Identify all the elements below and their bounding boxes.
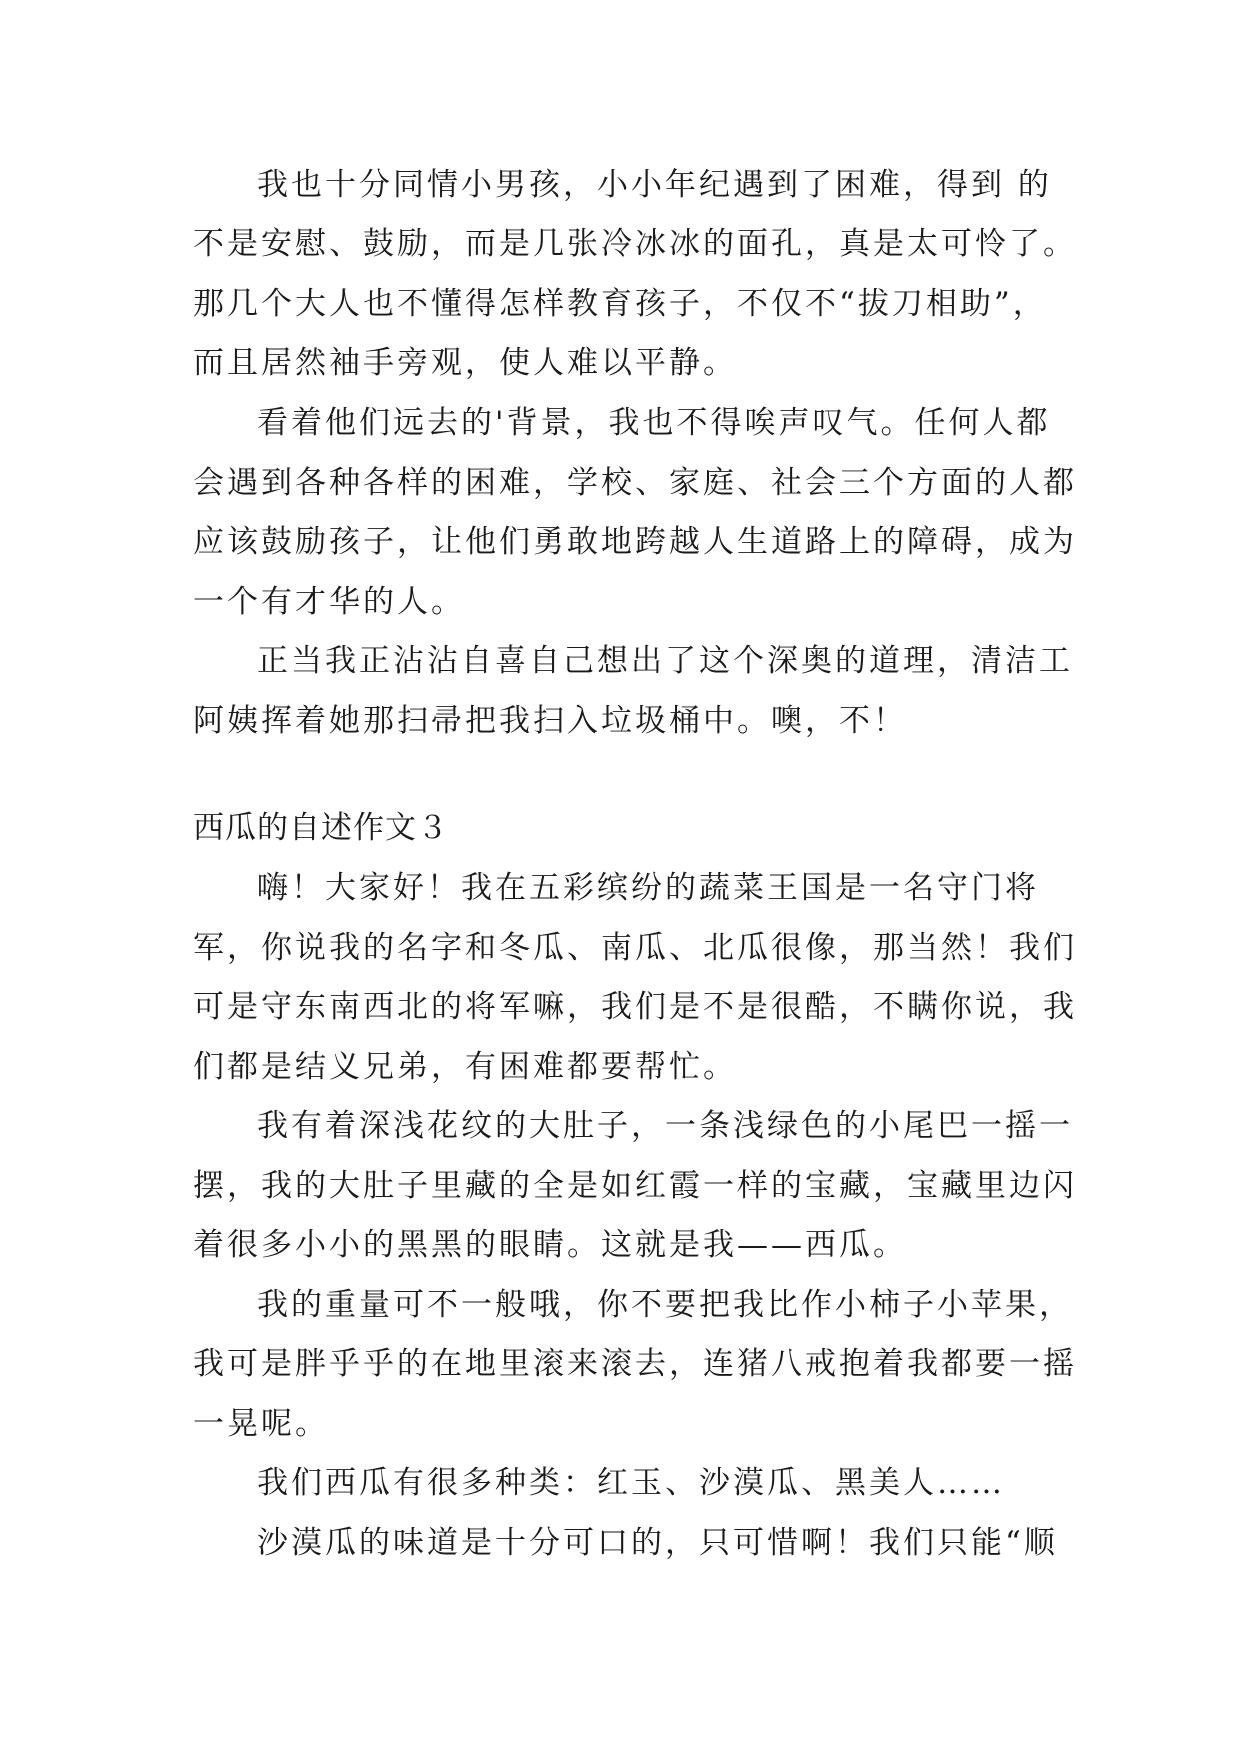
paragraph-line: 摆，我的大肚子里藏的全是如红霞一样的宝藏，宝藏里边闪 xyxy=(193,1168,1077,1204)
paragraph-line: 军，你说我的名字和冬瓜、南瓜、北瓜很像，那当然！我们 xyxy=(193,930,1077,966)
paragraph-line: 正当我正沾沾自喜自己想出了这个深奥的道理，清洁工 xyxy=(257,643,1073,679)
paragraph-line: 我的重量可不一般哦，你不要把我比作小柿子小苹果， xyxy=(257,1287,1073,1323)
paragraph-line: 那几个大人也不懂得怎样教育孩子，不仅不“拔刀相助”， xyxy=(193,286,1047,322)
paragraph-line: 一晃呢。 xyxy=(193,1406,329,1442)
paragraph-line: 我可是胖乎乎的在地里滚来滚去，连猪八戒抱着我都要一摇 xyxy=(193,1346,1077,1382)
paragraph-line: 会遇到各种各样的困难，学校、家庭、社会三个方面的人都 xyxy=(193,465,1077,501)
paragraph-line: 我们西瓜有很多种类：红玉、沙漠瓜、黑美人…… xyxy=(257,1465,1005,1501)
paragraph-line: 一个有才华的人。 xyxy=(193,584,465,620)
paragraph-line: 嗨！大家好！我在五彩缤纷的蔬菜王国是一名守门将 xyxy=(257,870,1039,906)
paragraph-line: 应该鼓励孩子，让他们勇敢地跨越人生道路上的障碍，成为 xyxy=(193,524,1077,560)
paragraph-line: 看着他们远去的'背景，我也不得唉声叹气。任何人都 xyxy=(257,405,1051,441)
paragraph-line: 着很多小小的黑黑的眼睛。这就是我——西瓜。 xyxy=(193,1227,907,1263)
paragraph-line: 沙漠瓜的味道是十分可口的，只可惜啊！我们只能“顺 xyxy=(257,1525,1058,1561)
paragraph-line: 而且居然袖手旁观，使人难以平静。 xyxy=(193,345,737,381)
paragraph-line: 们都是结义兄弟，有困难都要帮忙。 xyxy=(193,1049,737,1085)
section-title: 西瓜的自述作文３ xyxy=(193,810,449,846)
paragraph-line: 阿姨挥着她那扫帚把我扫入垃圾桶中。噢，不！ xyxy=(193,703,907,739)
paragraph-line: 可是守东南西北的将军嘛，我们是不是很酷，不瞒你说，我 xyxy=(193,989,1077,1025)
paragraph-line: 不是安慰、鼓励，而是几张冷冰冰的面孔，真是太可怜了。 xyxy=(193,226,1077,262)
paragraph-line: 我也十分同情小男孩，小小年纪遇到了困难，得到 的 xyxy=(257,167,1052,203)
paragraph-line: 我有着深浅花纹的大肚子，一条浅绿色的小尾巴一摇一 xyxy=(257,1108,1073,1144)
